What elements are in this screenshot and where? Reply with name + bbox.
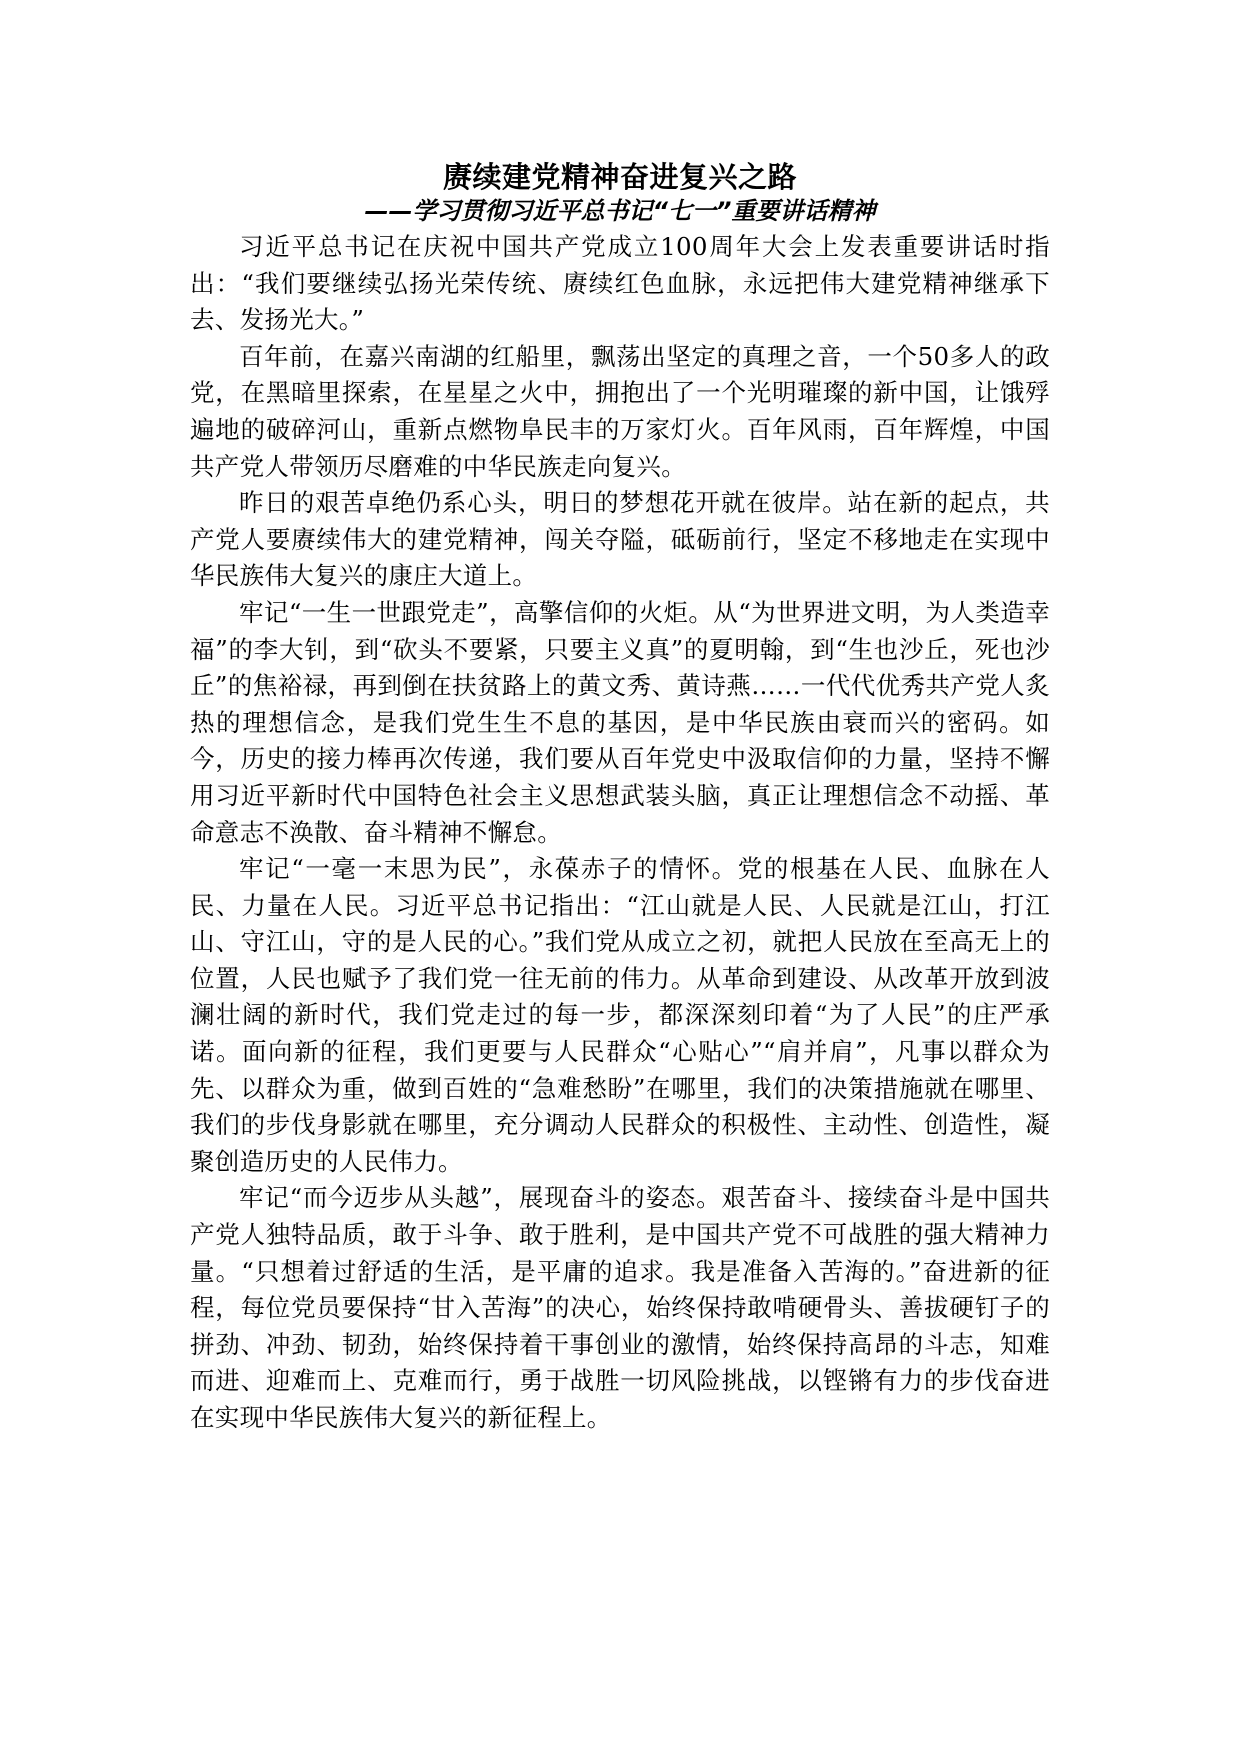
paragraph-5: 牢记“一毫一末思为民”，永葆赤子的情怀。党的根基在人民、血脉在人民、力量在人民。习近平总书记指出：“江山就是人民、人民就是江山，打江山、守江山，守的是人民的心。”我们党从成立之初，就把人民放在至高无上的位置，人民也赋予了我们党一往无前的伟力。从革命到建设、从改革开放到波澜壮阔的新时代，我们党走过的每一步，都深深刻印着“为了人民”的庄严承诺。面向新的征程，我们更要与人民群众“心贴心”“肩并肩”，凡事以群众为先、以群众为重，做到百姓的“急难愁盼”在哪里，我们的决策措施就在哪里、我们的步伐身影就在哪里，充分调动人民群众的积极性、主动性、创造性，凝聚创造历史的人民伟力。 [190,854,1050,1176]
document-subtitle: ——学习贯彻习近平总书记“七一”重要讲话精神 [364,197,876,225]
paragraph-6: 牢记“而今迈步从头越”，展现奋斗的姿态。艰苦奋斗、接续奋斗是中国共产党人独特品质，敢于斗争、敢于胜利，是中国共产党不可战胜的强大精神力量。“只想着过舒适的生活，是平庸的追求。我是准备入苦海的。”奋进新的征程，每位党员要保持“甘入苦海”的决心，始终保持敢啃硬骨头、善拔硬钉子的拼劲、冲劲、韧劲，始终保持着干事创业的激情，始终保持高昂的斗志，知难而进、迎难而上、克难而行，勇于战胜一切风险挑战，以铿锵有力的步伐奋进在实现中华民族伟大复兴的新征程上。 [190,1183,1050,1432]
paragraph-3: 昨日的艰苦卓绝仍系心头，明日的梦想花开就在彼岸。站在新的起点，共产党人要赓续伟大的建党精神，闯关夺隘，砥砺前行，坚定不移地走在实现中华民族伟大复兴的康庄大道上。 [190,488,1050,591]
document-title: 赓续建党精神奋进复兴之路 [442,160,797,194]
paragraph-2: 百年前，在嘉兴南湖的红船里，飘荡出坚定的真理之音，一个50多人的政党，在黑暗里探索，在星星之火中，拥抱出了一个光明璀璨的新中国，让饿殍遍地的破碎河山，重新点燃物阜民丰的万家灯火。百年风雨，百年辉煌，中国共产党人带领历尽磨难的中华民族走向复兴。 [190,341,1050,481]
paragraph-4: 牢记“一生一世跟党走”，高擎信仰的火炬。从“为世界进文明，为人类造幸福”的李大钊，到“砍头不要紧，只要主义真”的夏明翰，到“生也沙丘，死也沙丘”的焦裕禄，再到倒在扶贫路上的黄文秀、黄诗燕……一代代优秀共产党人炙热的理想信念，是我们党生生不息的基因，是中华民族由衰而兴的密码。如今，历史的接力棒再次传递，我们要从百年党史中汲取信仰的力量，坚持不懈用习近平新时代中国特色社会主义思想武装头脑，真正让理想信念不动摇、革命意志不涣散、奋斗精神不懈怠。 [190,597,1050,847]
document-page [190,158,1050,1437]
paragraph-1: 习近平总书记在庆祝中国共产党成立100周年大会上发表重要讲话时指出：“我们要继续弘扬光荣传统、赓续红色血脉，永远把伟大建党精神继承下去、发扬光大。” [190,232,1050,335]
